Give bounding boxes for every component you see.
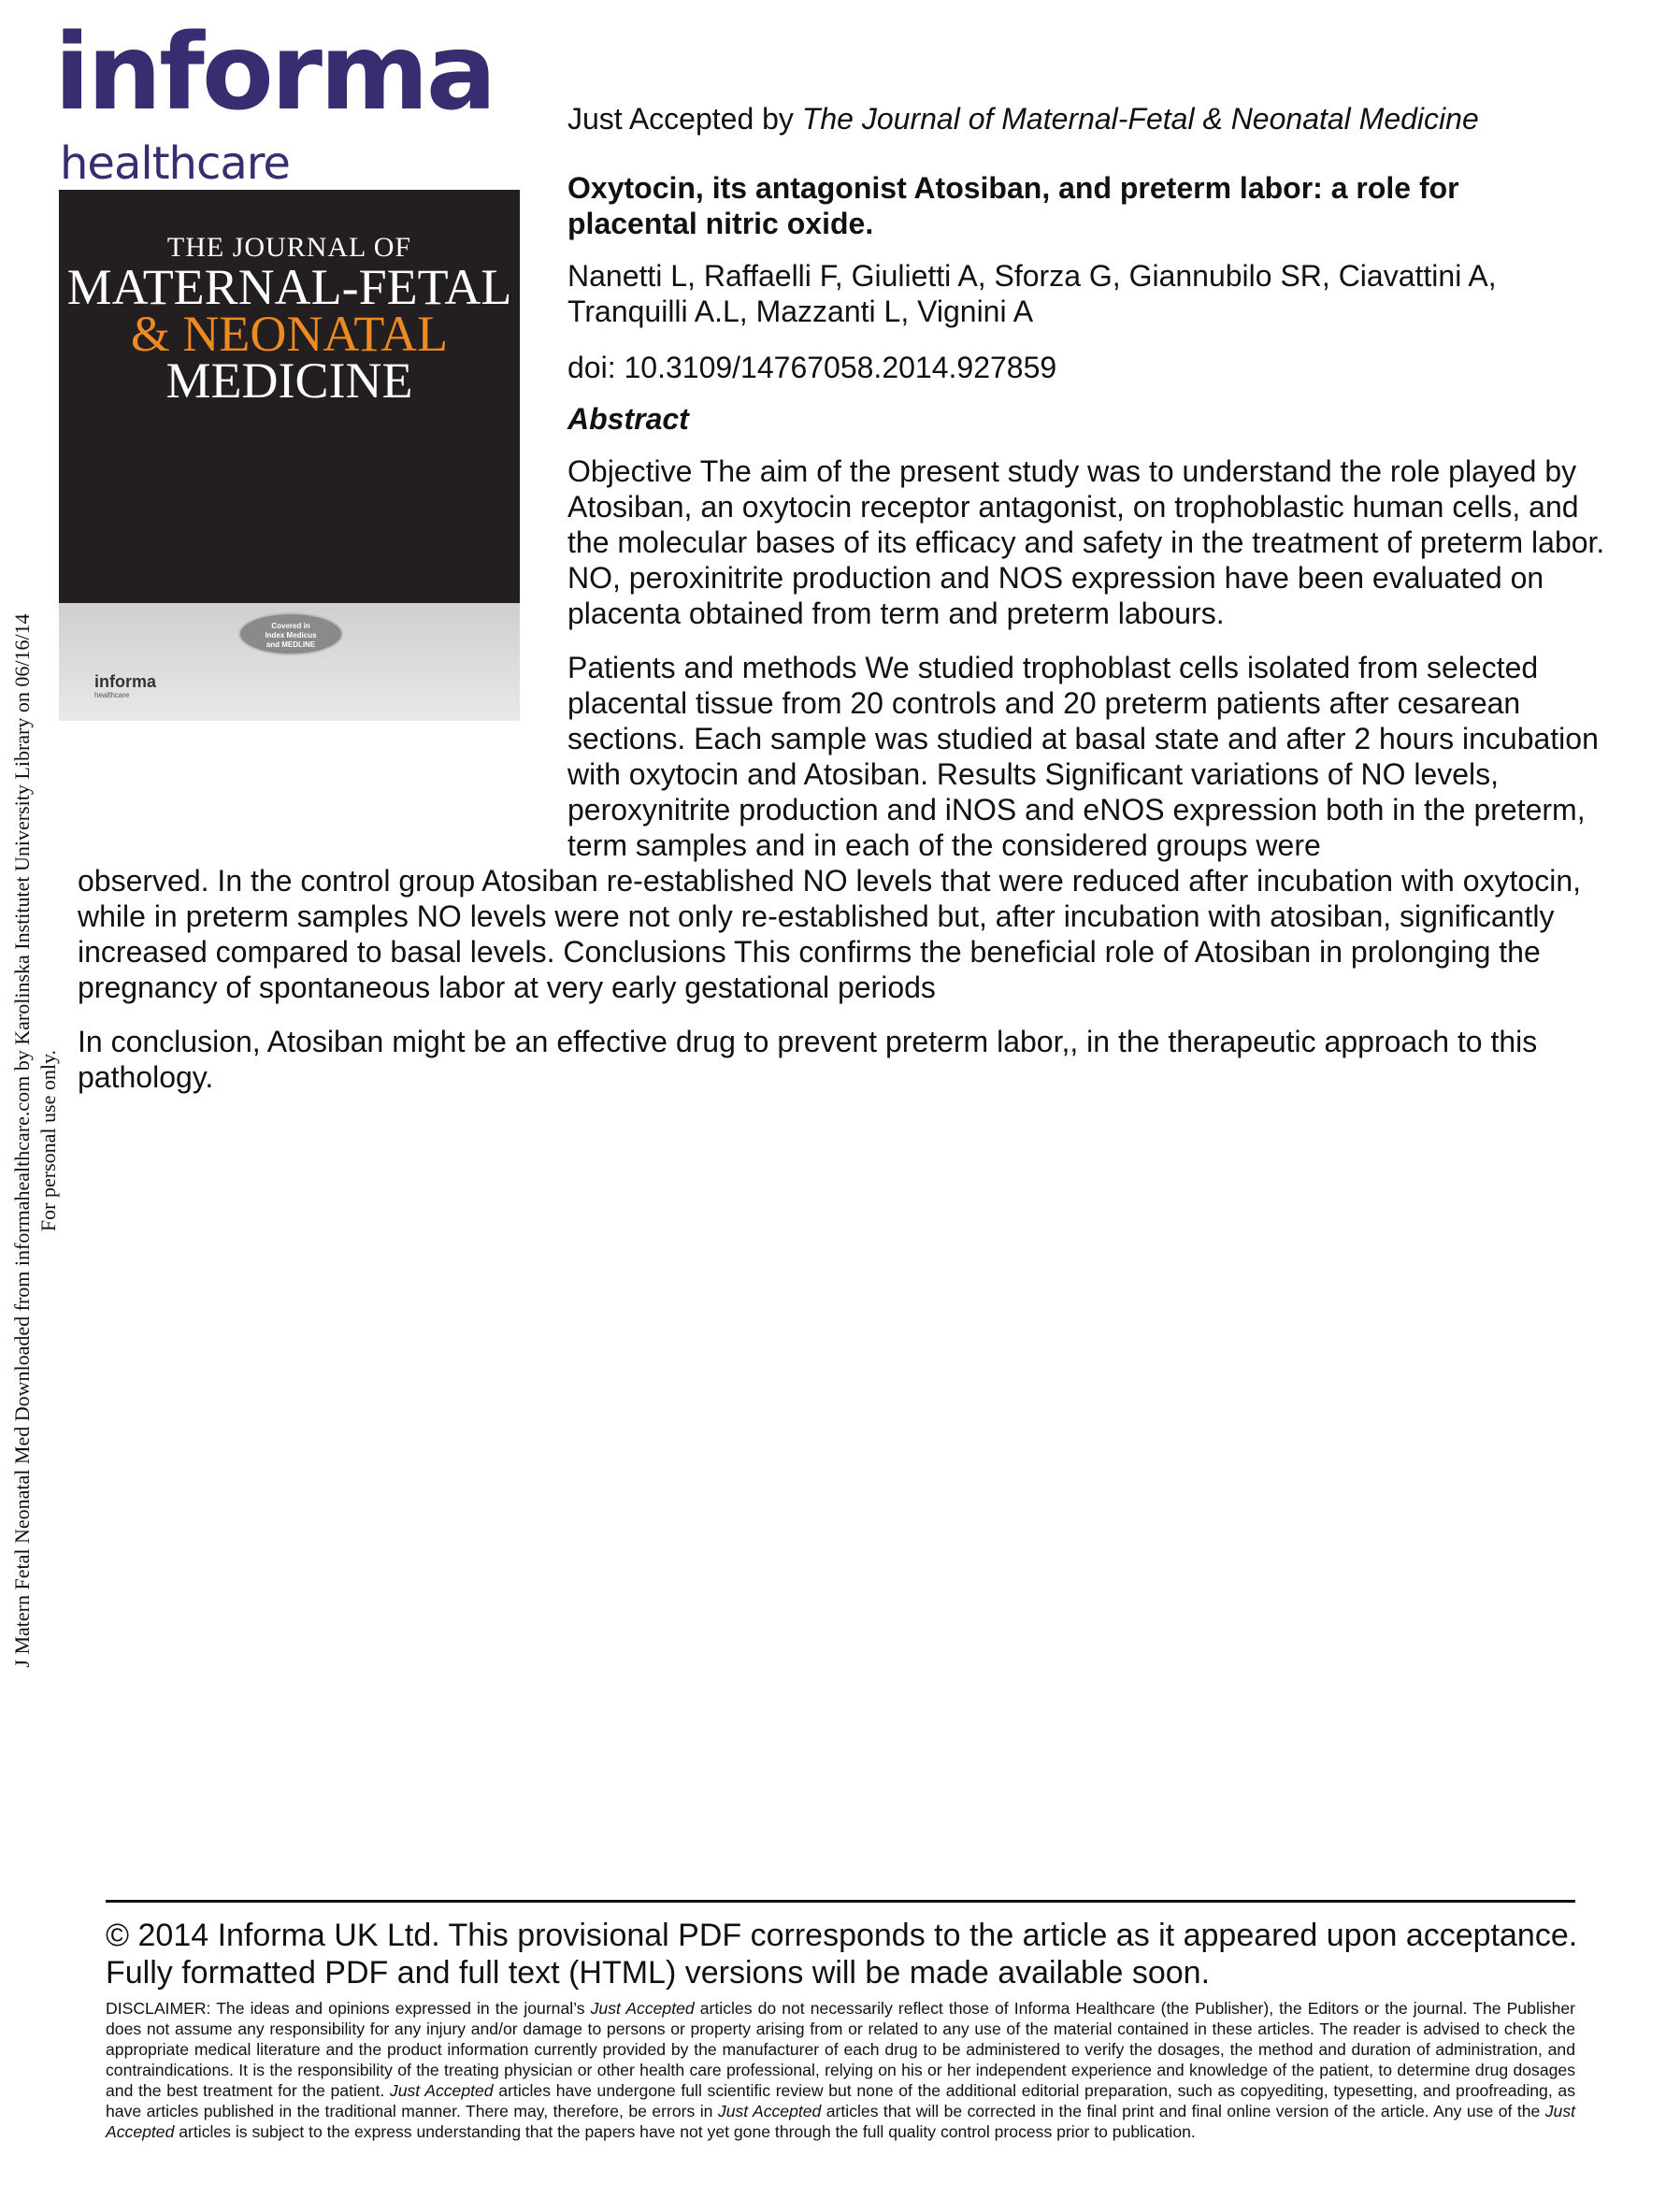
download-notice-line2: For personal use only. [36, 1049, 60, 1232]
abstract-results-continued: observed. In the control group Atosiban re-established NO levels that were reduced after incubation with oxytocin, while in preterm samples NO levels were not only re-established but, after incubation with atosiban, significantly increased compared to basal levels. Conclusions This confirms the beneficial role of Atosiban in prolonging the pregnancy of spontaneous labor at very early gestational periods [78, 864, 1582, 1004]
cover-title-line2: MATERNAL-FETAL [66, 259, 512, 315]
cover-informa-logo: informa [94, 672, 157, 691]
journal-name: The Journal of Maternal-Fetal & Neonatal Medicine [801, 102, 1479, 136]
disclaimer-text: articles is subject to the express understanding that the papers have not yet gone through the full quality control process prior to publication. [174, 2122, 1196, 2141]
just-accepted-term: Just Accepted [106, 2102, 1576, 2141]
index-medicus-badge [238, 612, 343, 655]
disclaimer-text: DISCLAIMER: The ideas and opinions expressed in the journal’s [106, 1999, 591, 2018]
download-notice [0, 0, 60, 2185]
just-accepted-term: Just Accepted [389, 2081, 494, 2100]
cover-title-line4: MEDICINE [165, 352, 413, 409]
abstract-heading: Abstract [567, 402, 689, 436]
article-title: Oxytocin, its antagonist Atosiban, and preterm labor: a role for placental nitric oxide. [567, 171, 1459, 240]
disclaimer-text: articles have undergone full scientific review but none of the additional editorial preparation, such as copyediting, typesetting, and proofreading, as have articles published in the traditional manner. There may, therefore, be errors in [106, 2081, 1576, 2120]
disclaimer [106, 1998, 1575, 2142]
badge-line: and MEDLINE [266, 640, 316, 649]
informa-logo: informa [54, 12, 495, 134]
download-notice-text [9, 552, 62, 1730]
cover-healthcare-logo: healthcare [94, 691, 130, 699]
author-list: Nanetti L, Raffaelli F, Giulietti A, Sforza G, Giannubilo SR, Ciavattini A, Tranquilli A.L, Mazzanti L, Vignini A [567, 259, 1497, 328]
cover-title-line3: & NEONATAL [130, 306, 449, 362]
footer-divider [106, 1900, 1575, 1903]
just-accepted-line [567, 100, 1479, 137]
download-notice-line1: J Matern Fetal Neonatal Med Downloaded from informahealthcare.com by Karolinska Institutet University Library on 06/16/14 [10, 613, 34, 1668]
doi: doi: 10.3109/14767058.2014.927859 [567, 351, 1057, 384]
abstract-conclusion: In conclusion, Atosiban might be an effective drug to prevent preterm labor,, in the therapeutic approach to this pathology. [78, 1025, 1538, 1094]
abstract-methods-results: Patients and methods We studied trophoblast cells isolated from selected placental tissue from 20 controls and 20 preterm patients after cesarean sections. Each sample was studied at basal state and after 2 hours incubation with oxytocin and Atosiban. Results Significant variations of NO levels, peroxynitrite production and iNOS and eNOS expression both in the preterm, term samples and in each of the considered groups were [567, 651, 1599, 862]
journal-cover [59, 190, 520, 721]
badge-line: Covered in [271, 622, 310, 630]
just-accepted-term: Just Accepted [590, 1999, 695, 2018]
abstract-objective: Objective The aim of the present study was to understand the role played by Atosiban, an oxytocin receptor antagonist, on trophoblastic human cells, and the molecular bases of its efficacy and safety in the treatment of preterm labor. NO, peroxinitrite production and NOS expression have been evaluated on placenta obtained from term and preterm labours. [567, 454, 1605, 630]
disclaimer-text: articles do not necessarily reflect those of Informa Healthcare (the Publisher), the Editors or the journal. The Publisher does not assume any responsibility for any injury and/or damage to persons or property arising from or related to any use of the material contained in these articles. The reader is advised to check the appropriate medical literature and the product information currently provided by the manufacturer of each drug to be administered to verify the dosages, the method and duration of administration, and contraindications. It is the responsibility of the treating physician or other health care professional, relying on his or her independent experience and knowledge of the patient, to determine drug dosages and the best treatment for the patient. [106, 1999, 1576, 2100]
just-accepted-prefix: Just Accepted by [567, 102, 802, 136]
cover-title-line1: THE JOURNAL OF [166, 232, 412, 263]
just-accepted-term: Just Accepted [717, 2102, 822, 2120]
disclaimer-text: articles that will be corrected in the final print and final online version of the article. Any use of the [821, 2102, 1545, 2120]
healthcare-logo-subtitle: healthcare [60, 137, 290, 190]
copyright-notice: © 2014 Informa UK Ltd. This provisional PDF corresponds to the article as it appeared upon acceptance. Fully formatted PDF and full text (HTML) versions will be made available soon. [106, 1918, 1578, 1991]
badge-line: Index Medicus [265, 631, 317, 640]
